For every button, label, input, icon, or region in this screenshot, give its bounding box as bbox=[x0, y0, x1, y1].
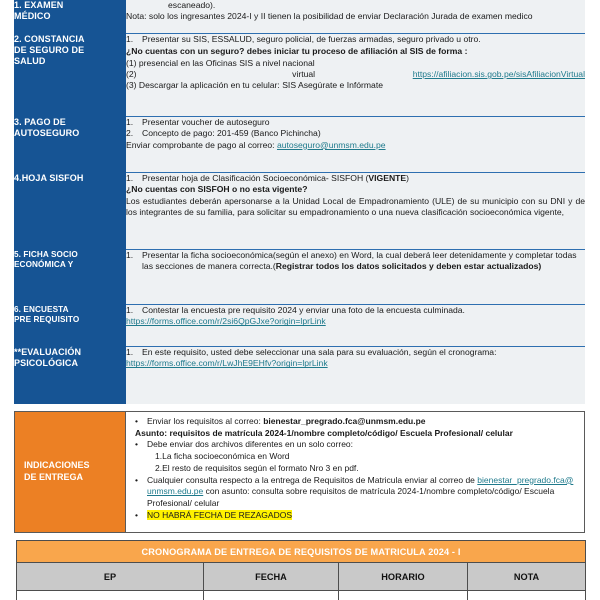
sisfoh-question: ¿No cuentas con SISFOH o no esta vigente? bbox=[126, 184, 308, 195]
requisitos-table bbox=[14, 0, 585, 404]
label-line-2: DE SEGURO DE bbox=[14, 44, 85, 55]
partial-top-text: escaneado). bbox=[168, 0, 216, 10]
row-label-hoja-sisfoh bbox=[14, 173, 126, 250]
asunto-line: Asunto: requisitos de matrícula 2024-1/nombre completo/código/ Escuela Profesional/ celular bbox=[135, 427, 513, 438]
list-item bbox=[126, 173, 585, 184]
seguro-option-3: (3) Descargar la aplicación en tu celular: SIS Asegúrate e Infórmate bbox=[126, 80, 383, 91]
label-line-1: INDICACIONES bbox=[24, 460, 90, 471]
label-line-3: SALUD bbox=[14, 56, 46, 66]
sisfoh-text-b: ) bbox=[406, 173, 410, 183]
evaluacion-forms-link[interactable]: https://forms.office.com/r/LwJhE9EHfv?origin=lprLink bbox=[126, 358, 328, 369]
indicaciones-content bbox=[125, 412, 584, 532]
table-row bbox=[14, 305, 585, 347]
sub-item-2: 2.El resto de requisitos según el formato Nro 3 en pdf. bbox=[155, 462, 359, 473]
list-item bbox=[135, 475, 576, 510]
ficha-text: Presentar la ficha socioeconómica(según el anexo) en Word, la cual deberá leer detenidamente y completar todas las secciones de manera correcta.( bbox=[142, 250, 577, 272]
label-line-2: AUTOSEGURO bbox=[14, 127, 80, 138]
list-number: 1. bbox=[126, 347, 134, 357]
bullet-icon: • bbox=[135, 439, 138, 450]
list-text bbox=[147, 510, 576, 522]
list-item bbox=[135, 439, 576, 451]
list-text bbox=[147, 416, 576, 428]
consulta-text-b: con asunto: consulta sobre requisitos de matrícula 2024-1/nombre completo/código/ Escuela Profesional/ celular bbox=[147, 486, 555, 509]
seguro-option-2 bbox=[126, 69, 585, 80]
row-label-pago-autoseguro bbox=[14, 117, 126, 173]
option-2-label: virtual bbox=[292, 69, 316, 80]
bullet-icon: • bbox=[135, 474, 138, 485]
column-header-fecha: FECHA bbox=[204, 563, 339, 591]
list-text: En este requisito, usted debe seleccionar una sala para su evaluación, según el cronograma: bbox=[142, 347, 497, 357]
label-line-2: ECONÓMICA Y bbox=[14, 259, 74, 269]
sis-afiliacion-link[interactable]: https://afiliacion.sis.gob.pe/sisAfiliacionVirtual bbox=[412, 69, 585, 80]
table-row bbox=[14, 0, 585, 34]
list-text: Presentar su SIS, ESSALUD, seguro policial, de fuerzas armadas, seguro privado u otro. bbox=[142, 34, 481, 44]
list-item bbox=[135, 510, 576, 522]
table-row bbox=[14, 347, 585, 405]
cronograma-header-row bbox=[17, 563, 586, 591]
column-header-ep: EP bbox=[17, 563, 204, 591]
label-line-1: **EVALUACIÓN bbox=[14, 346, 82, 357]
bienestar-email: bienestar_pregrado.fca@unmsm.edu.pe bbox=[263, 416, 426, 426]
list-number: 1. bbox=[126, 117, 134, 127]
list-number: 1. bbox=[126, 173, 134, 183]
row-label-evaluacion-psicologica bbox=[14, 347, 126, 405]
row-content-hoja-sisfoh bbox=[126, 173, 585, 250]
seguro-option-1: (1) presencial en las Oficinas SIS a nivel nacional bbox=[126, 57, 315, 68]
label-line-2: MÉDICO bbox=[14, 11, 51, 22]
table-row bbox=[14, 117, 585, 173]
label-line-2: DE ENTREGA bbox=[24, 472, 84, 482]
list-text: Presentar voucher de autoseguro bbox=[142, 117, 270, 127]
enviar-requisitos-prefix: Enviar los requisitos al correo: bbox=[147, 416, 264, 426]
list-number: 2. bbox=[126, 128, 134, 139]
row-content-ficha-socioeconomica bbox=[126, 250, 585, 305]
row-content-encuesta-pre-requisito bbox=[126, 305, 585, 347]
cell-fecha bbox=[204, 591, 339, 600]
autoseguro-email-link[interactable]: autoseguro@unmsm.edu.pe bbox=[276, 139, 386, 150]
enviar-comprobante-prefix: Enviar comprobante de pago al correo: bbox=[126, 139, 277, 150]
label-line-1: 4.HOJA SISFOH bbox=[14, 172, 84, 183]
list-number: 1. bbox=[126, 34, 134, 44]
bullet-icon: • bbox=[135, 509, 138, 520]
label-line-2: PSICOLÓGICA bbox=[14, 357, 79, 368]
label-line-1: 1. EXAMEN bbox=[14, 0, 64, 10]
list-item bbox=[126, 347, 585, 358]
sisfoh-paragraph: Los estudiantes deberán apersonarse a la Unidad Local de Empadronamiento (ULE) de su municipio con su DNI y de los integrantes de su familia, para solicitar su empadronamiento o una nueva clasificación socioeconómica vigente, bbox=[126, 195, 585, 218]
sisfoh-vigente: VIGENTE bbox=[368, 173, 407, 183]
option-2-number: (2) bbox=[126, 69, 137, 80]
row-label-examen-medico bbox=[14, 0, 126, 34]
list-text: Contestar la encuesta pre requisito 2024 y enviar una foto de la encuesta culminada. bbox=[142, 305, 465, 315]
row-content-examen-medico bbox=[126, 0, 585, 34]
row-content-constancia-seguro bbox=[126, 34, 585, 117]
list-number: 1. bbox=[126, 250, 134, 260]
seguro-question: ¿No cuentas con un seguro? debes iniciar tu proceso de afiliación al SIS de forma : bbox=[126, 46, 468, 57]
cronograma-title: CRONOGRAMA DE ENTREGA DE REQUISITOS DE MATRICULA 2024 - I bbox=[17, 541, 586, 563]
list-item bbox=[126, 128, 585, 139]
indicaciones-de-entrega-block bbox=[14, 411, 585, 533]
label-line-1: 6. ENCUESTA bbox=[14, 304, 69, 314]
table-row bbox=[17, 591, 586, 600]
nota-text: Nota: solo los ingresantes 2024-I y II tienen la posibilidad de enviar Declaración Jurada de examen medico bbox=[126, 11, 533, 22]
list-text bbox=[147, 475, 576, 510]
label-line-2: PRE REQUISITO bbox=[14, 314, 80, 324]
bullet-icon: • bbox=[135, 416, 138, 426]
list-text bbox=[142, 173, 585, 184]
list-text: Debe enviar dos archivos diferentes en un solo correo: bbox=[147, 439, 354, 450]
no-rezagados-highlight: NO HABRÁ FECHA DE REZAGADOS bbox=[147, 509, 292, 520]
list-text bbox=[142, 250, 585, 273]
row-label-ficha-socioeconomica bbox=[14, 250, 126, 305]
cell-horario bbox=[339, 591, 468, 600]
sub-item-1: 1.La ficha socioeconómica en Word bbox=[155, 451, 290, 462]
encuesta-forms-link[interactable]: https://forms.office.com/r/2si6QpGJxe?origin=lprLink bbox=[126, 316, 326, 327]
list-item bbox=[126, 117, 585, 128]
ficha-bold-note: Registrar todos los datos solicitados y deben estar actualizados) bbox=[275, 261, 542, 272]
cronograma-title-row bbox=[17, 541, 586, 563]
enviar-comprobante-line bbox=[126, 140, 585, 151]
row-label-constancia-seguro bbox=[14, 34, 126, 117]
table-row bbox=[14, 173, 585, 250]
row-content-pago-autoseguro bbox=[126, 117, 585, 173]
cell-nota bbox=[468, 591, 586, 600]
column-header-horario: HORARIO bbox=[339, 563, 468, 591]
list-item bbox=[126, 34, 585, 45]
list-number: 1. bbox=[126, 305, 134, 315]
row-label-encuesta-pre-requisito bbox=[14, 305, 126, 347]
list-item bbox=[126, 305, 585, 316]
list-item bbox=[126, 250, 585, 273]
list-text: Concepto de pago: 201-459 (Banco Pichincha) bbox=[142, 128, 321, 139]
indicaciones-label bbox=[15, 412, 125, 532]
table-row bbox=[14, 34, 585, 117]
row-content-evaluacion-psicologica bbox=[126, 347, 585, 405]
cell-ep bbox=[17, 591, 204, 600]
label-line-1: 5. FICHA SOCIO bbox=[14, 249, 78, 259]
sisfoh-text-a: Presentar hoja de Clasificación Socioeconómica- SISFOH ( bbox=[142, 173, 369, 183]
consulta-text-a: Cualquier consulta respecto a la entrega de Requisitos de Matricula enviar al correo de bbox=[147, 474, 478, 485]
label-line-1: 2. CONSTANCIA bbox=[14, 33, 85, 44]
table-row bbox=[14, 250, 585, 305]
cronograma-table bbox=[16, 540, 586, 600]
column-header-nota: NOTA bbox=[468, 563, 586, 591]
list-item bbox=[135, 416, 576, 428]
bienestar-email-link[interactable]: bienestar_pregrado.fca@unmsm.edu.pe bbox=[147, 474, 574, 497]
label-line-1: 3. PAGO DE bbox=[14, 116, 66, 127]
